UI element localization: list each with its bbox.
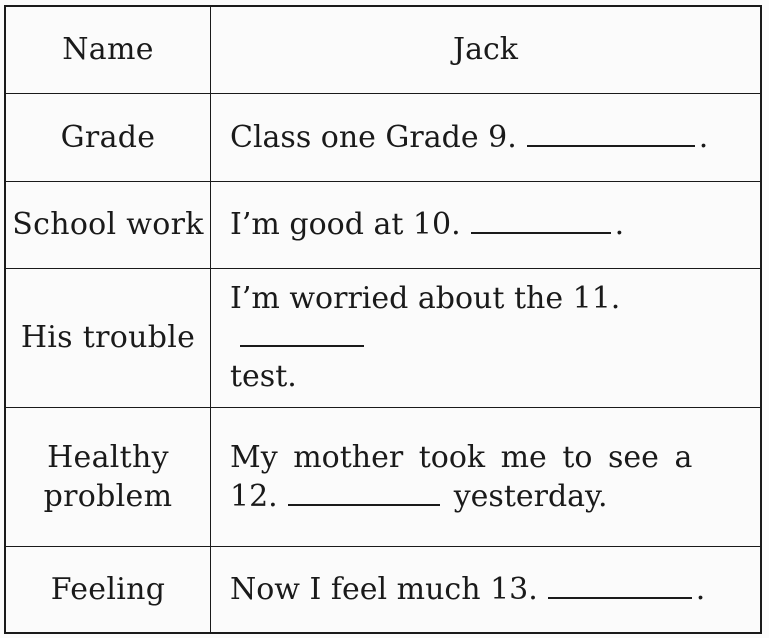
label-health-line-1: Healthy bbox=[47, 439, 169, 475]
grade-end: . bbox=[698, 119, 709, 155]
school-work-end: . bbox=[614, 207, 625, 242]
table-row-grade bbox=[5, 93, 761, 181]
value-name: Jack bbox=[211, 6, 762, 93]
trouble-line-2: test. bbox=[230, 359, 297, 394]
table-row-school-work bbox=[5, 181, 761, 268]
value-feeling bbox=[211, 546, 762, 633]
value-school-work bbox=[211, 181, 762, 268]
blank-12[interactable] bbox=[288, 478, 440, 506]
table-row-name bbox=[5, 6, 761, 93]
health-number: 12. bbox=[230, 478, 278, 514]
value-grade bbox=[211, 93, 762, 181]
feeling-text: Now I feel much 13. bbox=[230, 571, 538, 607]
table-row-trouble bbox=[5, 268, 761, 407]
value-health bbox=[211, 407, 762, 546]
label-grade: Grade bbox=[5, 93, 211, 181]
blank-13[interactable] bbox=[548, 571, 692, 599]
health-line-2 bbox=[230, 477, 746, 516]
school-work-text: I’m good at 10. bbox=[230, 207, 461, 242]
health-line-1: My mother took me to see a bbox=[230, 439, 693, 475]
label-trouble: His trouble bbox=[5, 268, 211, 407]
trouble-line-1 bbox=[230, 279, 746, 357]
grade-text: Class one Grade 9. bbox=[230, 119, 517, 155]
feeling-end: . bbox=[695, 571, 706, 607]
label-health bbox=[5, 407, 211, 546]
blank-9[interactable] bbox=[527, 119, 695, 147]
table-row-feeling bbox=[5, 546, 761, 633]
blank-10[interactable] bbox=[471, 206, 611, 234]
label-name: Name bbox=[5, 6, 211, 93]
label-school-work: School work bbox=[5, 181, 211, 268]
label-feeling: Feeling bbox=[5, 546, 211, 633]
trouble-text: I’m worried about the 11. bbox=[230, 281, 621, 316]
health-end: yesterday. bbox=[453, 478, 608, 514]
fill-in-table bbox=[4, 5, 762, 634]
label-health-line-2: problem bbox=[43, 478, 173, 514]
value-trouble bbox=[211, 268, 762, 407]
blank-11[interactable] bbox=[240, 319, 364, 347]
table-row-health bbox=[5, 407, 761, 546]
